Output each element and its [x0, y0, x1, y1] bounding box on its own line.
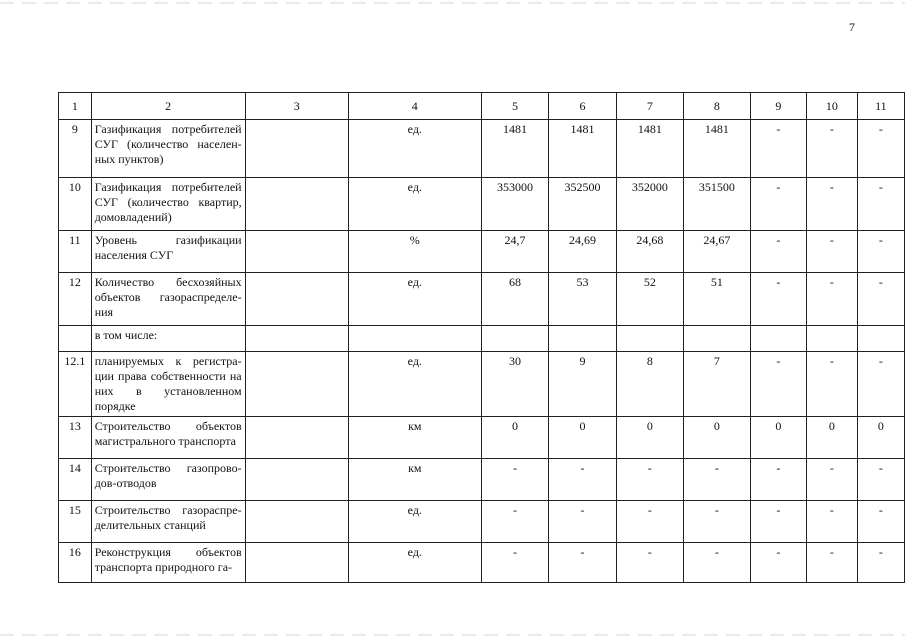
table-row	[59, 326, 905, 352]
value-cell: 0	[857, 417, 904, 459]
header-cell: 4	[348, 93, 481, 120]
value-cell: -	[857, 178, 904, 231]
value-cell	[549, 326, 616, 352]
value-cell: -	[857, 273, 904, 326]
value-cell: 24,68	[616, 231, 683, 273]
value-cell: -	[481, 459, 548, 501]
value-cell: -	[616, 501, 683, 543]
value-cell: -	[750, 178, 806, 231]
table-row	[59, 120, 905, 178]
value-cell: 24,7	[481, 231, 548, 273]
value-cell: 8	[616, 352, 683, 417]
value-cell: -	[806, 543, 857, 583]
unit-cell: ед.	[348, 273, 481, 326]
indicator-name-cell: Количество бесхозяйных объектов газораспределе-ния	[91, 273, 245, 326]
value-cell: -	[684, 543, 751, 583]
header-cell: 8	[684, 93, 751, 120]
value-cell: 0	[806, 417, 857, 459]
row-number-cell: 14	[59, 459, 92, 501]
value-cell: 24,69	[549, 231, 616, 273]
value-cell: -	[750, 543, 806, 583]
value-cell	[806, 326, 857, 352]
header-cell: 2	[91, 93, 245, 120]
value-cell: -	[857, 501, 904, 543]
value-cell	[857, 326, 904, 352]
table-header-row	[59, 93, 905, 120]
value-cell: -	[684, 459, 751, 501]
value-cell: -	[806, 178, 857, 231]
value-cell: 52	[616, 273, 683, 326]
value-cell	[750, 326, 806, 352]
unit-cell: ед.	[348, 501, 481, 543]
value-cell	[616, 326, 683, 352]
indicator-name-cell: Газификация потребителей СУГ (количество квартир, домовладений)	[91, 178, 245, 231]
value-cell: 51	[684, 273, 751, 326]
unit-cell: ед.	[348, 352, 481, 417]
indicator-name-cell: Строительство газопрово-дов-отводов	[91, 459, 245, 501]
value-cell: 53	[549, 273, 616, 326]
value-cell	[245, 326, 348, 352]
value-cell: 1481	[481, 120, 548, 178]
value-cell: 353000	[481, 178, 548, 231]
value-cell: 351500	[684, 178, 751, 231]
header-cell: 1	[59, 93, 92, 120]
unit-cell: ед.	[348, 543, 481, 583]
value-cell: 1481	[549, 120, 616, 178]
value-cell: -	[750, 231, 806, 273]
value-cell: 0	[616, 417, 683, 459]
value-cell: -	[684, 501, 751, 543]
row-number-cell: 15	[59, 501, 92, 543]
table-row	[59, 231, 905, 273]
value-cell	[245, 273, 348, 326]
indicator-name-cell: в том числе:	[91, 326, 245, 352]
value-cell: -	[481, 501, 548, 543]
value-cell: 352500	[549, 178, 616, 231]
header-cell: 9	[750, 93, 806, 120]
unit-cell: ед.	[348, 120, 481, 178]
row-number-cell: 12	[59, 273, 92, 326]
value-cell: -	[806, 501, 857, 543]
unit-cell: км	[348, 417, 481, 459]
value-cell: 0	[481, 417, 548, 459]
value-cell: -	[549, 543, 616, 583]
value-cell: -	[481, 543, 548, 583]
value-cell	[245, 120, 348, 178]
value-cell: -	[750, 501, 806, 543]
row-number-cell: 9	[59, 120, 92, 178]
value-cell: -	[549, 459, 616, 501]
scan-artifact-bottom	[0, 634, 905, 636]
value-cell	[481, 326, 548, 352]
row-number-cell: 10	[59, 178, 92, 231]
header-cell: 11	[857, 93, 904, 120]
value-cell: 24,67	[684, 231, 751, 273]
value-cell: 30	[481, 352, 548, 417]
table-row	[59, 178, 905, 231]
indicator-name-cell: Реконструкция объектов транспорта природного га-	[91, 543, 245, 583]
value-cell: -	[806, 120, 857, 178]
value-cell	[245, 501, 348, 543]
value-cell: -	[549, 501, 616, 543]
value-cell: -	[750, 120, 806, 178]
header-cell: 10	[806, 93, 857, 120]
value-cell: -	[616, 543, 683, 583]
value-cell: -	[857, 543, 904, 583]
indicator-name-cell: планируемых к регистра-ции права собственности на них в установленном порядке	[91, 352, 245, 417]
table-row	[59, 417, 905, 459]
row-number-cell	[59, 326, 92, 352]
value-cell: -	[750, 459, 806, 501]
indicators-table	[58, 92, 905, 583]
value-cell	[684, 326, 751, 352]
value-cell: -	[750, 273, 806, 326]
value-cell: -	[806, 231, 857, 273]
value-cell: 352000	[616, 178, 683, 231]
value-cell: -	[857, 231, 904, 273]
table-row	[59, 501, 905, 543]
value-cell	[245, 352, 348, 417]
row-number-cell: 11	[59, 231, 92, 273]
unit-cell: км	[348, 459, 481, 501]
value-cell: 9	[549, 352, 616, 417]
row-number-cell: 16	[59, 543, 92, 583]
table-row	[59, 543, 905, 583]
indicator-name-cell: Строительство объектов магистрального транспорта	[91, 417, 245, 459]
row-number-cell: 13	[59, 417, 92, 459]
header-cell: 3	[245, 93, 348, 120]
value-cell: -	[806, 352, 857, 417]
value-cell: -	[857, 352, 904, 417]
value-cell	[245, 178, 348, 231]
unit-cell: ед.	[348, 178, 481, 231]
table-row	[59, 459, 905, 501]
value-cell: 1481	[616, 120, 683, 178]
value-cell: -	[857, 459, 904, 501]
unit-cell: %	[348, 231, 481, 273]
value-cell: -	[750, 352, 806, 417]
value-cell: 0	[549, 417, 616, 459]
unit-cell	[348, 326, 481, 352]
value-cell	[245, 543, 348, 583]
value-cell: 0	[750, 417, 806, 459]
table-row	[59, 352, 905, 417]
value-cell	[245, 231, 348, 273]
value-cell	[245, 459, 348, 501]
value-cell: -	[616, 459, 683, 501]
indicator-name-cell: Строительство газораспре-делительных станций	[91, 501, 245, 543]
indicator-name-cell: Уровень газификации населения СУГ	[91, 231, 245, 273]
row-number-cell: 12.1	[59, 352, 92, 417]
indicator-name-cell: Газификация потребителей СУГ (количество населен-ных пунктов)	[91, 120, 245, 178]
value-cell: 1481	[684, 120, 751, 178]
value-cell: 68	[481, 273, 548, 326]
value-cell: -	[806, 459, 857, 501]
value-cell: 0	[684, 417, 751, 459]
table-row	[59, 273, 905, 326]
value-cell	[245, 417, 348, 459]
value-cell: -	[857, 120, 904, 178]
header-cell: 7	[616, 93, 683, 120]
header-cell: 6	[549, 93, 616, 120]
value-cell: -	[806, 273, 857, 326]
header-cell: 5	[481, 93, 548, 120]
scan-artifact-top	[0, 2, 905, 4]
page-number: 7	[849, 20, 855, 34]
value-cell: 7	[684, 352, 751, 417]
